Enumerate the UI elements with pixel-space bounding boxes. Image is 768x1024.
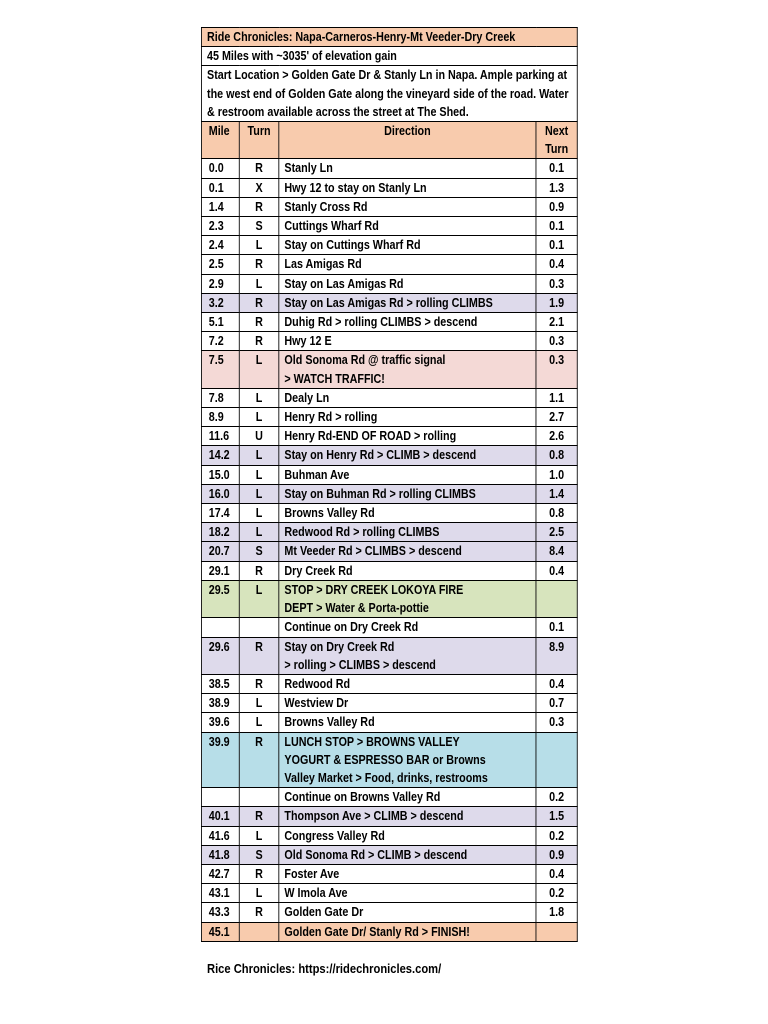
direction-cell: Cuttings Wharf Rd — [279, 217, 536, 236]
mile-cell: 16.0 — [201, 484, 239, 503]
direction-cell: Stay on Dry Creek Rd > rolling > CLIMBS > descend — [279, 637, 536, 674]
direction-cell: Henry Rd-END OF ROAD > rolling — [279, 427, 536, 446]
direction-cell: Stay on Las Amigas Rd — [279, 274, 536, 293]
turn-cell: R — [239, 674, 279, 693]
next-turn-cell: 2.6 — [536, 427, 577, 446]
mile-cell: 7.5 — [201, 351, 239, 388]
table-row — [201, 504, 577, 523]
mile-cell: 2.9 — [201, 274, 239, 293]
title-row — [201, 28, 577, 47]
start-location-info: Start Location > Golden Gate Dr & Stanly Ln in Napa. Ample parking at the west end of Golden Gate along the vineyard side of the road. Water & restroom available across the street at The Shed. — [201, 66, 577, 122]
turn-cell: L — [239, 713, 279, 732]
turn-cell: L — [239, 236, 279, 255]
mile-cell: 7.2 — [201, 332, 239, 351]
mile-cell: 2.5 — [201, 255, 239, 274]
table-row — [201, 178, 577, 197]
table-row — [201, 159, 577, 178]
turn-cell: R — [239, 255, 279, 274]
start-info-row — [201, 66, 577, 122]
direction-cell: Duhig Rd > rolling CLIMBS > descend — [279, 313, 536, 332]
next-turn-cell: 0.3 — [536, 351, 577, 388]
direction-cell: Dealy Ln — [279, 388, 536, 407]
next-turn-cell — [536, 732, 577, 788]
direction-cell: Stay on Buhman Rd > rolling CLIMBS — [279, 484, 536, 503]
turn-cell: R — [239, 732, 279, 788]
mile-cell: 14.2 — [201, 446, 239, 465]
direction-cell: Golden Gate Dr/ Stanly Rd > FINISH! — [279, 922, 536, 941]
mile-cell: 29.5 — [201, 580, 239, 617]
next-turn-cell: 8.4 — [536, 542, 577, 561]
table-row — [201, 313, 577, 332]
mile-cell: 41.6 — [201, 826, 239, 845]
next-turn-header: Next Turn — [536, 122, 577, 159]
mile-cell: 17.4 — [201, 504, 239, 523]
turn-cell — [239, 788, 279, 807]
table-row — [201, 713, 577, 732]
direction-cell: Continue on Browns Valley Rd — [279, 788, 536, 807]
next-turn-cell: 0.3 — [536, 332, 577, 351]
direction-cell: STOP > DRY CREEK LOKOYA FIRE DEPT > Water & Porta-pottie — [279, 580, 536, 617]
table-row — [201, 388, 577, 407]
mile-cell: 43.3 — [201, 903, 239, 922]
turn-cell — [239, 618, 279, 637]
mile-cell: 3.2 — [201, 293, 239, 312]
next-turn-cell: 0.2 — [536, 826, 577, 845]
turn-cell: L — [239, 388, 279, 407]
next-turn-cell: 0.1 — [536, 217, 577, 236]
direction-cell: Old Sonoma Rd > CLIMB > descend — [279, 845, 536, 864]
direction-cell: Hwy 12 to stay on Stanly Ln — [279, 178, 536, 197]
sheet-title: Ride Chronicles: Napa-Carneros-Henry-Mt Veeder-Dry Creek — [201, 28, 577, 47]
turn-cell: R — [239, 293, 279, 312]
next-turn-cell: 0.2 — [536, 788, 577, 807]
table-row — [201, 580, 577, 617]
table-row — [201, 732, 577, 788]
mile-cell: 18.2 — [201, 523, 239, 542]
table-row — [201, 845, 577, 864]
summary-row — [201, 47, 577, 66]
next-turn-cell: 0.1 — [536, 159, 577, 178]
table-row — [201, 293, 577, 312]
table-row — [201, 274, 577, 293]
table-row — [201, 332, 577, 351]
next-turn-cell: 0.4 — [536, 561, 577, 580]
direction-cell: Redwood Rd > rolling CLIMBS — [279, 523, 536, 542]
next-turn-cell: 0.8 — [536, 446, 577, 465]
direction-cell: Hwy 12 E — [279, 332, 536, 351]
table-row — [201, 903, 577, 922]
table-row — [201, 807, 577, 826]
next-turn-cell: 0.4 — [536, 255, 577, 274]
next-turn-cell: 0.8 — [536, 504, 577, 523]
mile-cell: 41.8 — [201, 845, 239, 864]
next-turn-cell: 0.1 — [536, 618, 577, 637]
mile-cell: 1.4 — [201, 197, 239, 216]
mile-cell: 38.5 — [201, 674, 239, 693]
next-turn-cell: 8.9 — [536, 637, 577, 674]
table-row — [201, 637, 577, 674]
direction-cell: Dry Creek Rd — [279, 561, 536, 580]
next-turn-cell — [536, 580, 577, 617]
direction-cell: Stanly Cross Rd — [279, 197, 536, 216]
next-turn-cell: 1.8 — [536, 903, 577, 922]
next-turn-cell: 0.4 — [536, 674, 577, 693]
mile-cell: 2.3 — [201, 217, 239, 236]
footer-credit: Rice Chronicles: https://ridechronicles.com/ — [207, 961, 442, 976]
direction-cell: Old Sonoma Rd @ traffic signal > WATCH TRAFFIC! — [279, 351, 536, 388]
mile-cell: 8.9 — [201, 408, 239, 427]
table-row — [201, 674, 577, 693]
mile-cell: 11.6 — [201, 427, 239, 446]
mile-cell: 40.1 — [201, 807, 239, 826]
table-row — [201, 408, 577, 427]
table-row — [201, 255, 577, 274]
direction-cell: Westview Dr — [279, 694, 536, 713]
mile-cell: 43.1 — [201, 884, 239, 903]
turn-cell: L — [239, 484, 279, 503]
turn-cell: L — [239, 826, 279, 845]
direction-header: Direction — [279, 122, 536, 159]
table-row — [201, 484, 577, 503]
mile-cell: 29.6 — [201, 637, 239, 674]
turn-cell: L — [239, 884, 279, 903]
turn-cell: R — [239, 159, 279, 178]
turn-cell — [239, 922, 279, 941]
mile-cell: 39.9 — [201, 732, 239, 788]
next-turn-cell: 0.2 — [536, 884, 577, 903]
direction-cell: Henry Rd > rolling — [279, 408, 536, 427]
turn-cell: R — [239, 864, 279, 883]
next-turn-cell: 1.1 — [536, 388, 577, 407]
table-row — [201, 351, 577, 388]
next-turn-cell: 1.0 — [536, 465, 577, 484]
header-row — [201, 122, 577, 159]
cue-sheet-table — [201, 27, 578, 942]
mile-header: Mile — [201, 122, 239, 159]
ride-summary: 45 Miles with ~3035' of elevation gain — [201, 47, 577, 66]
next-turn-cell: 0.4 — [536, 864, 577, 883]
next-turn-cell: 1.9 — [536, 293, 577, 312]
mile-cell: 15.0 — [201, 465, 239, 484]
turn-cell: R — [239, 332, 279, 351]
table-row — [201, 694, 577, 713]
mile-cell: 0.0 — [201, 159, 239, 178]
next-turn-cell: 1.3 — [536, 178, 577, 197]
turn-cell: R — [239, 807, 279, 826]
direction-cell: Browns Valley Rd — [279, 713, 536, 732]
turn-cell: L — [239, 274, 279, 293]
direction-cell: Browns Valley Rd — [279, 504, 536, 523]
table-row — [201, 446, 577, 465]
turn-cell: S — [239, 217, 279, 236]
next-turn-cell: 2.7 — [536, 408, 577, 427]
table-row — [201, 542, 577, 561]
mile-cell: 38.9 — [201, 694, 239, 713]
direction-cell: Stay on Cuttings Wharf Rd — [279, 236, 536, 255]
direction-cell: LUNCH STOP > BROWNS VALLEY YOGURT & ESPRESSO BAR or Browns Valley Market > Food, drinks, restrooms — [279, 732, 536, 788]
direction-cell: Redwood Rd — [279, 674, 536, 693]
mile-cell: 42.7 — [201, 864, 239, 883]
mile-cell: 2.4 — [201, 236, 239, 255]
table-row — [201, 788, 577, 807]
direction-cell: Stanly Ln — [279, 159, 536, 178]
mile-cell: 0.1 — [201, 178, 239, 197]
turn-cell: L — [239, 694, 279, 713]
turn-cell: X — [239, 178, 279, 197]
table-row — [201, 465, 577, 484]
turn-cell: R — [239, 313, 279, 332]
turn-cell: L — [239, 465, 279, 484]
next-turn-cell: 2.1 — [536, 313, 577, 332]
turn-cell: S — [239, 845, 279, 864]
turn-cell: R — [239, 197, 279, 216]
next-turn-cell: 1.5 — [536, 807, 577, 826]
next-turn-cell: 0.3 — [536, 713, 577, 732]
direction-cell: W Imola Ave — [279, 884, 536, 903]
table-row — [201, 922, 577, 941]
direction-cell: Las Amigas Rd — [279, 255, 536, 274]
turn-cell: L — [239, 504, 279, 523]
next-turn-cell: 2.5 — [536, 523, 577, 542]
next-turn-cell: 0.9 — [536, 197, 577, 216]
direction-cell: Stay on Las Amigas Rd > rolling CLIMBS — [279, 293, 536, 312]
table-row — [201, 864, 577, 883]
table-row — [201, 826, 577, 845]
turn-cell: S — [239, 542, 279, 561]
next-turn-cell: 0.1 — [536, 236, 577, 255]
next-turn-cell: 0.9 — [536, 845, 577, 864]
mile-cell: 29.1 — [201, 561, 239, 580]
direction-cell: Stay on Henry Rd > CLIMB > descend — [279, 446, 536, 465]
next-turn-cell: 0.3 — [536, 274, 577, 293]
mile-cell: 45.1 — [201, 922, 239, 941]
table-row — [201, 197, 577, 216]
table-row — [201, 523, 577, 542]
table-row — [201, 884, 577, 903]
next-turn-cell: 1.4 — [536, 484, 577, 503]
table-row — [201, 217, 577, 236]
next-turn-cell — [536, 922, 577, 941]
mile-cell — [201, 788, 239, 807]
next-turn-cell: 0.7 — [536, 694, 577, 713]
table-row — [201, 561, 577, 580]
table-row — [201, 236, 577, 255]
turn-cell: L — [239, 351, 279, 388]
turn-cell: L — [239, 446, 279, 465]
mile-cell: 20.7 — [201, 542, 239, 561]
turn-cell: U — [239, 427, 279, 446]
direction-cell: Mt Veeder Rd > CLIMBS > descend — [279, 542, 536, 561]
mile-cell: 39.6 — [201, 713, 239, 732]
turn-cell: R — [239, 561, 279, 580]
mile-cell — [201, 618, 239, 637]
direction-cell: Buhman Ave — [279, 465, 536, 484]
mile-cell: 5.1 — [201, 313, 239, 332]
mile-cell: 7.8 — [201, 388, 239, 407]
turn-cell: L — [239, 408, 279, 427]
table-row — [201, 427, 577, 446]
turn-cell: L — [239, 523, 279, 542]
turn-cell: R — [239, 903, 279, 922]
table-row — [201, 618, 577, 637]
turn-cell: L — [239, 580, 279, 617]
direction-cell: Thompson Ave > CLIMB > descend — [279, 807, 536, 826]
direction-cell: Congress Valley Rd — [279, 826, 536, 845]
direction-cell: Continue on Dry Creek Rd — [279, 618, 536, 637]
direction-cell: Golden Gate Dr — [279, 903, 536, 922]
turn-cell: R — [239, 637, 279, 674]
turn-header: Turn — [239, 122, 279, 159]
direction-cell: Foster Ave — [279, 864, 536, 883]
